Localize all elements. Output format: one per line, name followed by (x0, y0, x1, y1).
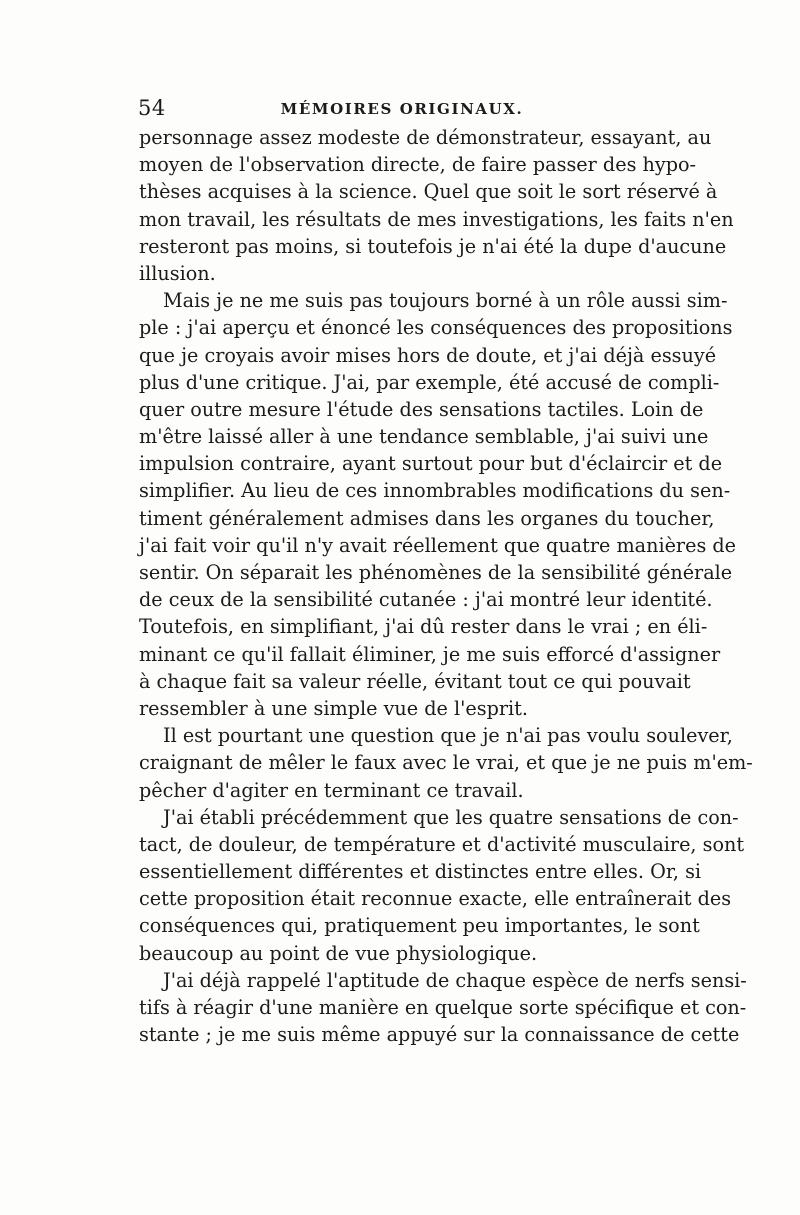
text-line: cette proposition était reconnue exacte, elle entraînerait des (139, 887, 732, 911)
paragraph-start-line: J'ai établi précédemment que les quatre sensations de con- (163, 805, 739, 829)
text-line: ressembler à une simple vue de l'esprit. (139, 696, 528, 720)
text-line: à chaque fait sa valeur réelle, évitant tout ce qui pouvait (139, 669, 691, 693)
page-number: 54 (138, 96, 166, 120)
running-head (138, 96, 666, 124)
text-line: illusion. (139, 261, 216, 285)
text-line: mon travail, les résultats de mes investigations, les faits n'en (139, 207, 734, 231)
running-title: MÉMOIRES ORIGINAUX. (280, 100, 524, 118)
text-line: craignant de mêler le faux avec le vrai, et que je ne puis m'em- (139, 751, 753, 775)
text-line: personnage assez modeste de démonstrateur, essayant, au (139, 126, 712, 149)
text-line: resteront pas moins, si toutefois je n'ai été la dupe d'aucune (139, 234, 727, 258)
paragraph-start-line: Mais je ne me suis pas toujours borné à un rôle aussi sim- (163, 289, 728, 313)
text-line: de ceux de la sensibilité cutanée : j'ai montré leur identité. (139, 588, 713, 612)
text-line: quer outre mesure l'étude des sensations tactiles. Loin de (139, 397, 704, 421)
text-line: simplifier. Au lieu de ces innombrables modifications du sen- (139, 479, 731, 503)
paragraph-start-line: Il est pourtant une question que je n'ai pas voulu soulever, (163, 724, 733, 748)
text-line: tifs à réagir d'une manière en quelque sorte spécifique et con- (139, 996, 747, 1019)
text-line: timent généralement admises dans les organes du toucher, (139, 506, 715, 530)
text-line: moyen de l'observation directe, de faire passer des hypo- (139, 153, 697, 177)
text-line: plus d'une critique. J'ai, par exemple, été accusé de compli- (139, 370, 720, 394)
text-line: stante ; je me suis même appuyé sur la connaissance de cette (139, 1023, 740, 1047)
text-line: m'être laissé aller à une tendance semblable, j'ai suivi une (139, 425, 709, 449)
text-line: pêcher d'agiter en terminant ce travail. (139, 778, 524, 802)
text-line: minant ce qu'il fallait éliminer, je me suis efforcé d'assigner (139, 642, 721, 666)
text-line: j'ai fait voir qu'il n'y avait réellement que quatre manières de (139, 533, 737, 557)
paragraph-start-line: J'ai déjà rappelé l'aptitude de chaque espèce de nerfs sensi- (163, 968, 747, 992)
text-line: beaucoup au point de vue physiologique. (139, 941, 538, 965)
text-line: essentiellement différentes et distinctes entre elles. Or, si (139, 860, 702, 884)
text-line: tact, de douleur, de température et d'activité musculaire, sont (139, 832, 745, 856)
text-line: que je croyais avoir mises hors de doute, et j'ai déjà essuyé (139, 343, 717, 367)
text-line: Toutefois, en simplifiant, j'ai dû rester dans le vrai ; en éli- (139, 615, 708, 639)
body-text (139, 124, 753, 1048)
text-line: thèses acquises à la science. Quel que soit le sort réservé à (139, 180, 718, 204)
text-line: ple : j'ai aperçu et énoncé les conséquences des propositions (139, 316, 733, 340)
text-line: conséquences qui, pratiquement peu importantes, le sont (139, 914, 700, 938)
text-line: sentir. On séparait les phénomènes de la sensibilité générale (139, 561, 733, 584)
text-line: impulsion contraire, ayant surtout pour but d'éclaircir et de (139, 452, 723, 476)
